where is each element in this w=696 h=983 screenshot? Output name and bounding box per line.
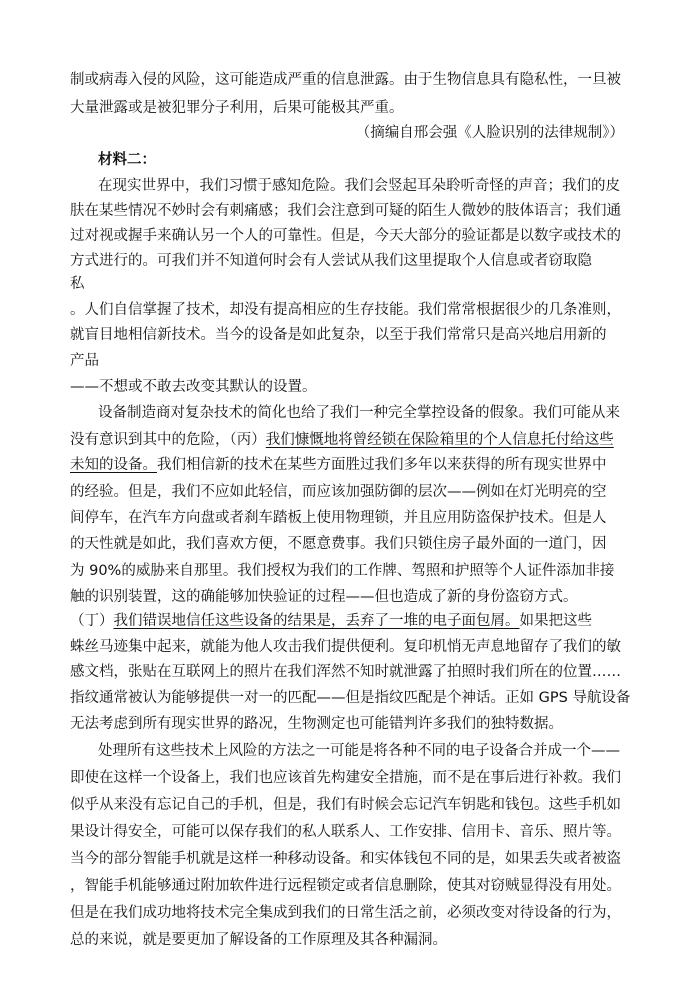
p1-line: 私: [70, 276, 85, 292]
p3-line: 无法考虑到所有现实世界的路况，生物测定也可能错判许多我们的独特数据。: [70, 716, 563, 732]
p3-line: [70, 611, 592, 631]
p3-line: 感文档，张贴在互联网上的照片在我们浑然不知时就泄露了拍照时我们所在的位置……: [70, 664, 621, 680]
material2-heading: 材料二：: [98, 152, 156, 168]
p3-line: 指纹通常被认为能够提供一对一的匹配——但是指纹匹配是个神话。正如 GPS 导航设备: [70, 690, 631, 706]
p4-line: 处理所有这些技术上风险的方法之一可能是将各种不同的电子设备合并成一个——: [98, 743, 620, 759]
p2-line: 为 90%的威胁来自那里。我们授权为我们的工作牌、驾照和护照等个人证件添加非接: [70, 563, 615, 579]
p4-line: 当今的部分智能手机就是这样一种移动设备。和实体钱包不同的是，如果丢失或者被盗: [70, 851, 621, 867]
sentence-bing-underlined: 我们慷慨地将曾经锁在保险箱里的个人信息托付给这些: [265, 432, 614, 448]
sentence-bing-underlined-end: 未知的设备。: [70, 457, 157, 473]
p1-line: 方式进行的。可我们并不知道何时会有人尝试从我们这里提取个人信息或者窃取隐: [70, 253, 592, 269]
p1-line: 就盲目地相信新技术。当今的设备是如此复杂，以至于我们常常只是高兴地启用新的: [70, 327, 607, 343]
p1-line: 产品: [70, 353, 99, 369]
sentence-ding-underlined: 我们错误地信任这些设备的结果是，丢弃了一堆的电子面包屑。: [113, 613, 520, 629]
p3-text: （丁）: [70, 613, 114, 629]
material1-source: （摘编自邢会强《人脸识别的法律规制》）: [355, 125, 624, 141]
p4-line: 但是在我们成功地将技术完全集成到我们的日常生活之前，必须改变对待设备的行为，: [70, 905, 621, 921]
p3-text: 如果把这些: [519, 613, 592, 629]
p2-text: 我们相信新的技术在某些方面胜过我们多年以来获得的所有现实世界中: [157, 457, 607, 473]
p2-line: 的经验。但是，我们不应如此轻信，而应该加强防御的层次——例如在灯光明亮的空: [70, 484, 607, 500]
p2-line: 设备制造商对复杂技术的简化也给了我们一种完全掌控设备的假象。我们可能从来: [98, 405, 620, 421]
p1-line: 在现实世界中，我们习惯于感知危险。我们会竖起耳朵聆听奇怪的声音；我们的皮: [98, 178, 620, 194]
p2-line: [70, 430, 614, 450]
p2-line: 触的识别装置，这的确能够加快验证的过程——但也造成了新的身份盗窃方式。: [70, 589, 578, 605]
p2-line: 间停车，在汽车方向盘或者刹车踏板上使用物理锁，并且应用防盗保护技术。但是人: [70, 510, 607, 526]
p3-line: 蛛丝马迹集中起来，就能为他人攻击我们提供便利。复印机悄无声息地留存了我们的敏: [70, 639, 621, 655]
p4-line: 总的来说，就是要更加了解设备的工作原理及其各种漏洞。: [70, 932, 447, 948]
material1-line-2: 大量泄露或是被犯罪分子利用，后果可能极其严重。: [70, 100, 404, 116]
p2-line: [70, 455, 607, 475]
p1-line: ——不想或不敢去改变其默认的设置。: [70, 379, 317, 395]
p4-line: 果设计得安全，可能可以保存我们的私人联系人、工作安排、信用卡、音乐、照片等。: [70, 824, 621, 840]
p1-line: 过对视或握手来确认另一个人的可靠性。但是，今天大部分的验证都是以数字或技术的: [70, 228, 621, 244]
p2-line: 的天性就是如此，我们喜欢方便，不愿意费事。我们只锁住房子最外面的一道门，因: [70, 536, 607, 552]
p1-line: 肤在某些情况不妙时会有刺痛感；我们会注意到可疑的陌生人微妙的肢体语言；我们通: [70, 203, 621, 219]
p4-line: ，智能手机能够通过附加软件进行远程锁定或者信息删除，使其对窃贼显得没有用处。: [70, 878, 621, 894]
p1-line: 。人们自信掌握了技术，却没有提高相应的生存技能。我们常常根据很少的几条准则，: [70, 302, 621, 318]
p4-line: 即使在这样一个设备上，我们也应该首先构建安全措施，而不是在事后进行补救。我们: [70, 770, 621, 786]
material1-line-1: 制或病毒入侵的风险，这可能造成严重的信息泄露。由于生物信息具有隐私性，一旦被: [70, 72, 621, 88]
p2-text: 没有意识到其中的危险，（丙）: [70, 432, 266, 448]
p4-line: 似乎从来没有忘记自己的手机，但是，我们有时候会忘记汽车钥匙和钱包。这些手机如: [70, 797, 621, 813]
